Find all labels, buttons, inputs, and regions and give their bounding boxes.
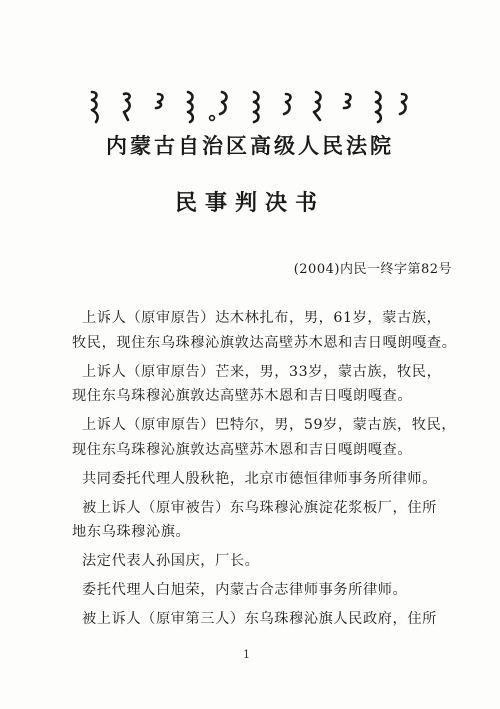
page-number: 1 <box>243 648 250 661</box>
paragraph <box>72 413 460 462</box>
paragraph-line: 上诉人（原审原告）达木林扎布，男，61岁，蒙古族， <box>82 310 442 326</box>
paragraph <box>72 578 460 603</box>
paragraph-line: 上诉人（原审原告）巴特尔，男，59岁，蒙古族，牧民， <box>82 417 457 433</box>
paragraph-line: 现住东乌珠穆沁旗敦达高壁苏木恩和吉日嘎朗嘎查。 <box>72 388 413 404</box>
paragraph <box>72 607 460 632</box>
court-name: 内蒙古自治区高级人民法院 <box>106 134 394 158</box>
paragraph <box>72 360 460 409</box>
document-body <box>72 306 460 636</box>
paragraph-line: 共同委托代理人殷秋艳，北京市德恒律师事务所律师。 <box>82 470 437 487</box>
paragraph-line: 被上诉人（原审第三人）东乌珠穆沁旗人民政府，住所 <box>82 611 437 627</box>
paragraph-line: 上诉人（原审原告）芒来，男，33岁，蒙古族，牧民， <box>82 363 442 380</box>
paragraph-line: 牧民，现住东乌珠穆沁旗敦达高壁苏木恩和吉日嘎朗嘎查。 <box>72 334 457 351</box>
paragraph-line: 委托代理人白旭荣，内蒙古合志律师事务所律师。 <box>82 582 408 598</box>
case-number: (2004)内民一终字第82号 <box>293 262 452 277</box>
paragraph-line: 法定代表人孙国庆，厂长。 <box>82 553 260 569</box>
paragraph <box>72 496 460 545</box>
mongolian-script-logo <box>84 86 414 126</box>
paragraph <box>72 306 460 355</box>
paragraph <box>72 467 460 492</box>
paragraph <box>72 549 460 574</box>
paragraph-line: 现住东乌珠穆沁旗敦达高壁苏木恩和吉日嘎朗嘎查。 <box>72 441 413 458</box>
document-title: 民事判决书 <box>174 190 325 216</box>
paragraph-line: 地东乌珠穆沁旗。 <box>72 524 191 540</box>
paragraph-line: 被上诉人（原审被告）东乌珠穆沁旗淀花浆板厂，住所 <box>82 499 437 516</box>
